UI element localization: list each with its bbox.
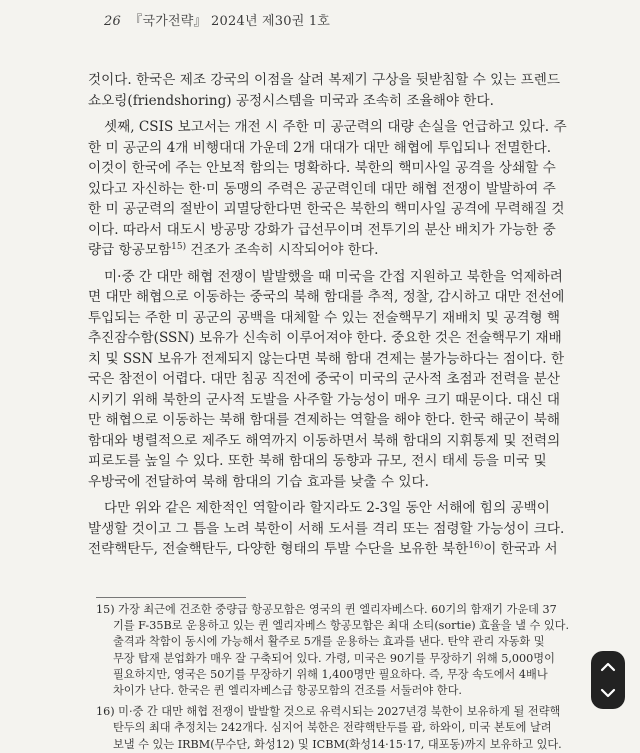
body-line: 추진잠수함(SSN) 보유가 신속히 이루어져야 한다. 중요한 것은 전술핵무기 재배 bbox=[88, 330, 562, 346]
body-line-text: 전략핵탄두, 전술핵탄두, 다양한 형태의 투발 수단을 보유한 북한 bbox=[88, 541, 469, 557]
journal-title: 『국가전략』 2024년 제30권 1호 bbox=[129, 14, 331, 29]
body-line bbox=[88, 240, 546, 261]
footnote-ref-15[interactable]: 15) bbox=[171, 242, 187, 252]
body-line: 시키기 위해 북한의 군사적 도발을 사주할 가능성이 매우 크기 때문이다. 대신 대 bbox=[88, 391, 561, 408]
body-line-text: 이 한국과 서 bbox=[483, 541, 558, 557]
footnote-divider bbox=[96, 597, 246, 598]
body-line: 한 미 공군의 4개 비행대대 가운데 2개 대대가 대만 해협에 투입되나 전멸한다. bbox=[88, 139, 552, 156]
body-line: 다만 위와 같은 제한적인 역할이라 할지라도 2-3일 동안 서해에 힘의 공백이 bbox=[104, 500, 550, 516]
footnote-line: 차이가 난다. 한국은 퀸 엘리자베스급 항공모함의 건조를 서둘러야 한다. bbox=[113, 683, 462, 697]
body-line: 미·중 간 대만 해협 전쟁이 발발했을 때 미국을 간접 지원하고 북한을 억제하려 bbox=[104, 268, 563, 285]
footnote-line: 기를 F-35B로 운용하고 있는 퀸 엘리자베스 항공모함은 최대 소티(sortie) 효율을 낼 수 있다. bbox=[113, 619, 569, 633]
body-text bbox=[88, 70, 567, 560]
footnote-15 bbox=[96, 602, 557, 618]
body-line: 한 미 공군력의 절반이 괴멸당한다면 한국은 북한의 핵미사일 공격에 무력해질 것 bbox=[88, 201, 565, 217]
page-scroll-control bbox=[591, 651, 625, 709]
body-line: 피로도를 높일 수 있다. 또한 북해 함대의 동향과 규모, 전시 태세 등을 미국 및 bbox=[88, 453, 547, 469]
footnote-label: 15) bbox=[96, 603, 115, 616]
footnote-line: 출격과 착함이 동시에 가능해서 활주로 5개를 운용하는 효과를 낸다. 탄약 관리 자동화 및 bbox=[113, 635, 545, 649]
chevron-up-icon bbox=[600, 662, 616, 672]
footnote-line: 무장 탑재 분업화가 매우 잘 구축되어 있다. 가령, 미국은 90기를 무장하기 위해 5,000명이 bbox=[113, 651, 555, 665]
body-line: 셋째, CSIS 보고서는 개전 시 주한 미 공군력의 대량 손실을 언급하고 있다. 주 bbox=[104, 119, 567, 135]
body-line: 국은 참전이 어렵다. 대만 침공 직전에 중국이 미국의 군사적 초점과 전력을 분산 bbox=[88, 371, 561, 387]
body-line: 이것이 한국에 주는 안보적 함의는 명확하다. 북한의 핵미사일 공격을 상쇄할 수 bbox=[88, 160, 556, 176]
footnote-text: 가장 최근에 건조한 중량급 항공모함은 영국의 퀸 엘리자베스다. 60기의 함재기 가운데 37 bbox=[118, 603, 557, 616]
body-line: 우방국에 전달하여 북해 함대의 기습 효과를 낮출 수 있다. bbox=[88, 473, 429, 490]
footnote-line: 보낼 수 있는 IRBM(무수단, 화성12) 및 ICBM(화성14·15·17, 대포동)까지 보유하고 있다. bbox=[113, 737, 562, 751]
footnote-16 bbox=[96, 704, 561, 720]
page-header bbox=[104, 10, 330, 29]
footnote-ref-16[interactable]: 16) bbox=[468, 541, 484, 551]
body-line: 만 해협으로 이동하는 북해 함대를 견제하는 역할을 해야 한다. 한국 해군이 북해 bbox=[88, 412, 561, 428]
body-line: 면 대만 해협으로 이동하는 중국의 북해 함대를 추적, 정찰, 감시하고 대만 전선에 bbox=[88, 289, 565, 305]
body-line: 있다고 자신하는 한·미 동맹의 주력은 공군력인데 대만 해협 전쟁이 발발하여 주 bbox=[88, 180, 556, 197]
body-line-text: 건조가 조속히 시작되어야 한다. bbox=[190, 242, 379, 258]
body-line bbox=[88, 539, 558, 560]
footnote-label: 16) bbox=[96, 705, 115, 719]
footnotes bbox=[96, 602, 569, 753]
body-line: 치 및 SSN 보유가 전제되지 않는다면 북해 함대 견제는 불가능하다는 점이다. 한 bbox=[88, 350, 565, 367]
body-line: 이다. 따라서 대도시 방공망 강화가 급선무이며 전투기의 분산 배치가 가능한 중 bbox=[88, 221, 556, 238]
scroll-down-button[interactable] bbox=[595, 682, 621, 704]
body-line: 쇼오링(friendshoring) 공정시스템을 미국과 조속히 조율해야 한다. bbox=[88, 92, 494, 109]
page-number: 26 bbox=[104, 14, 121, 29]
body-line: 발생할 것이고 그 틈을 노려 북한이 서해 도서를 격리 또는 점령할 가능성이 크다. bbox=[88, 520, 565, 537]
body-line: 투입되는 주한 미 공군의 공백을 대체할 수 있는 전술핵무기 재배치 및 공격형 핵 bbox=[88, 309, 561, 326]
chevron-down-icon bbox=[600, 688, 616, 698]
body-line: 것이다. 한국은 제조 강국의 이점을 살려 복제기 구상을 뒷받침할 수 있는 프렌드 bbox=[88, 72, 561, 88]
footnote-text: 미·중 간 대만 해협 전쟁이 발발할 것으로 유력시되는 2027년경 북한이 보유하게 될 전략핵 bbox=[118, 705, 561, 719]
footnote-line: 탄두의 최대 추정치는 242개다. 심지어 북한은 전략핵탄두를 괌, 하와이, 미국 본토에 날려 bbox=[113, 721, 552, 735]
body-line-text: 량급 항공모함 bbox=[88, 242, 172, 258]
body-line: 함대와 병렬적으로 제주도 해역까지 이동하면서 북해 함대의 지휘통제 및 전력의 bbox=[88, 432, 561, 449]
scroll-up-button[interactable] bbox=[595, 656, 621, 678]
footnote-line: 필요하지만, 영국은 50기를 무장하기 위해 1,400명만 필요하다. 즉, 무장 속도에서 4배나 bbox=[113, 667, 548, 681]
